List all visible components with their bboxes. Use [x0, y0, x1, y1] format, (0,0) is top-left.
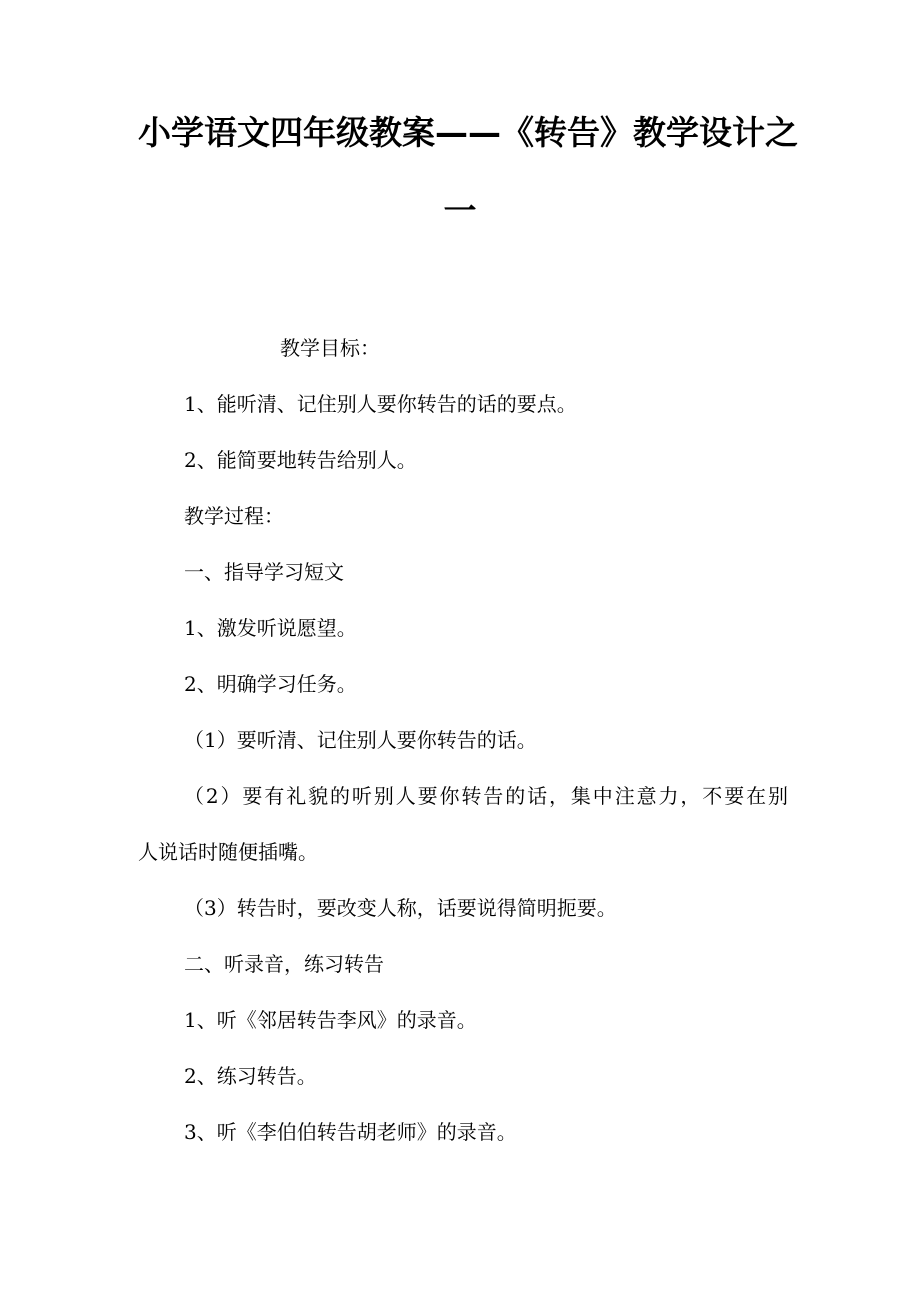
- section-2-item-2: 2、练习转告。: [184, 1064, 317, 1088]
- objective-item-1: 1、能听清、记住别人要你转告的话的要点。: [184, 392, 577, 416]
- section-1-heading: 一、指导学习短文: [184, 560, 344, 584]
- task-item-2-line-1: （2）要有礼貌的听别人要你转告的话，集中注意力，不要在别: [184, 784, 788, 808]
- document-title-line-1: 小学语文四年级教案——《转告》教学设计之: [138, 113, 798, 152]
- objectives-heading: 教学目标：: [280, 336, 380, 360]
- section-1-item-2: 2、明确学习任务。: [184, 672, 357, 696]
- objective-item-2: 2、能简要地转告给别人。: [184, 448, 417, 472]
- process-heading: 教学过程：: [184, 504, 284, 528]
- section-2-item-3: 3、听《李伯伯转告胡老师》的录音。: [184, 1120, 517, 1144]
- task-item-3: （3）转告时，要改变人称，话要说得简明扼要。: [184, 896, 617, 920]
- section-1-item-1: 1、激发听说愿望。: [184, 616, 357, 640]
- document-title-line-2: 一: [443, 191, 477, 230]
- section-2-heading: 二、听录音，练习转告: [184, 952, 384, 976]
- task-item-2-line-2: 人说话时随便插嘴。: [138, 840, 318, 864]
- task-item-2: [138, 782, 788, 866]
- task-item-1: （1）要听清、记住别人要你转告的话。: [184, 728, 537, 752]
- section-2-item-1: 1、听《邻居转告李风》的录音。: [184, 1008, 477, 1032]
